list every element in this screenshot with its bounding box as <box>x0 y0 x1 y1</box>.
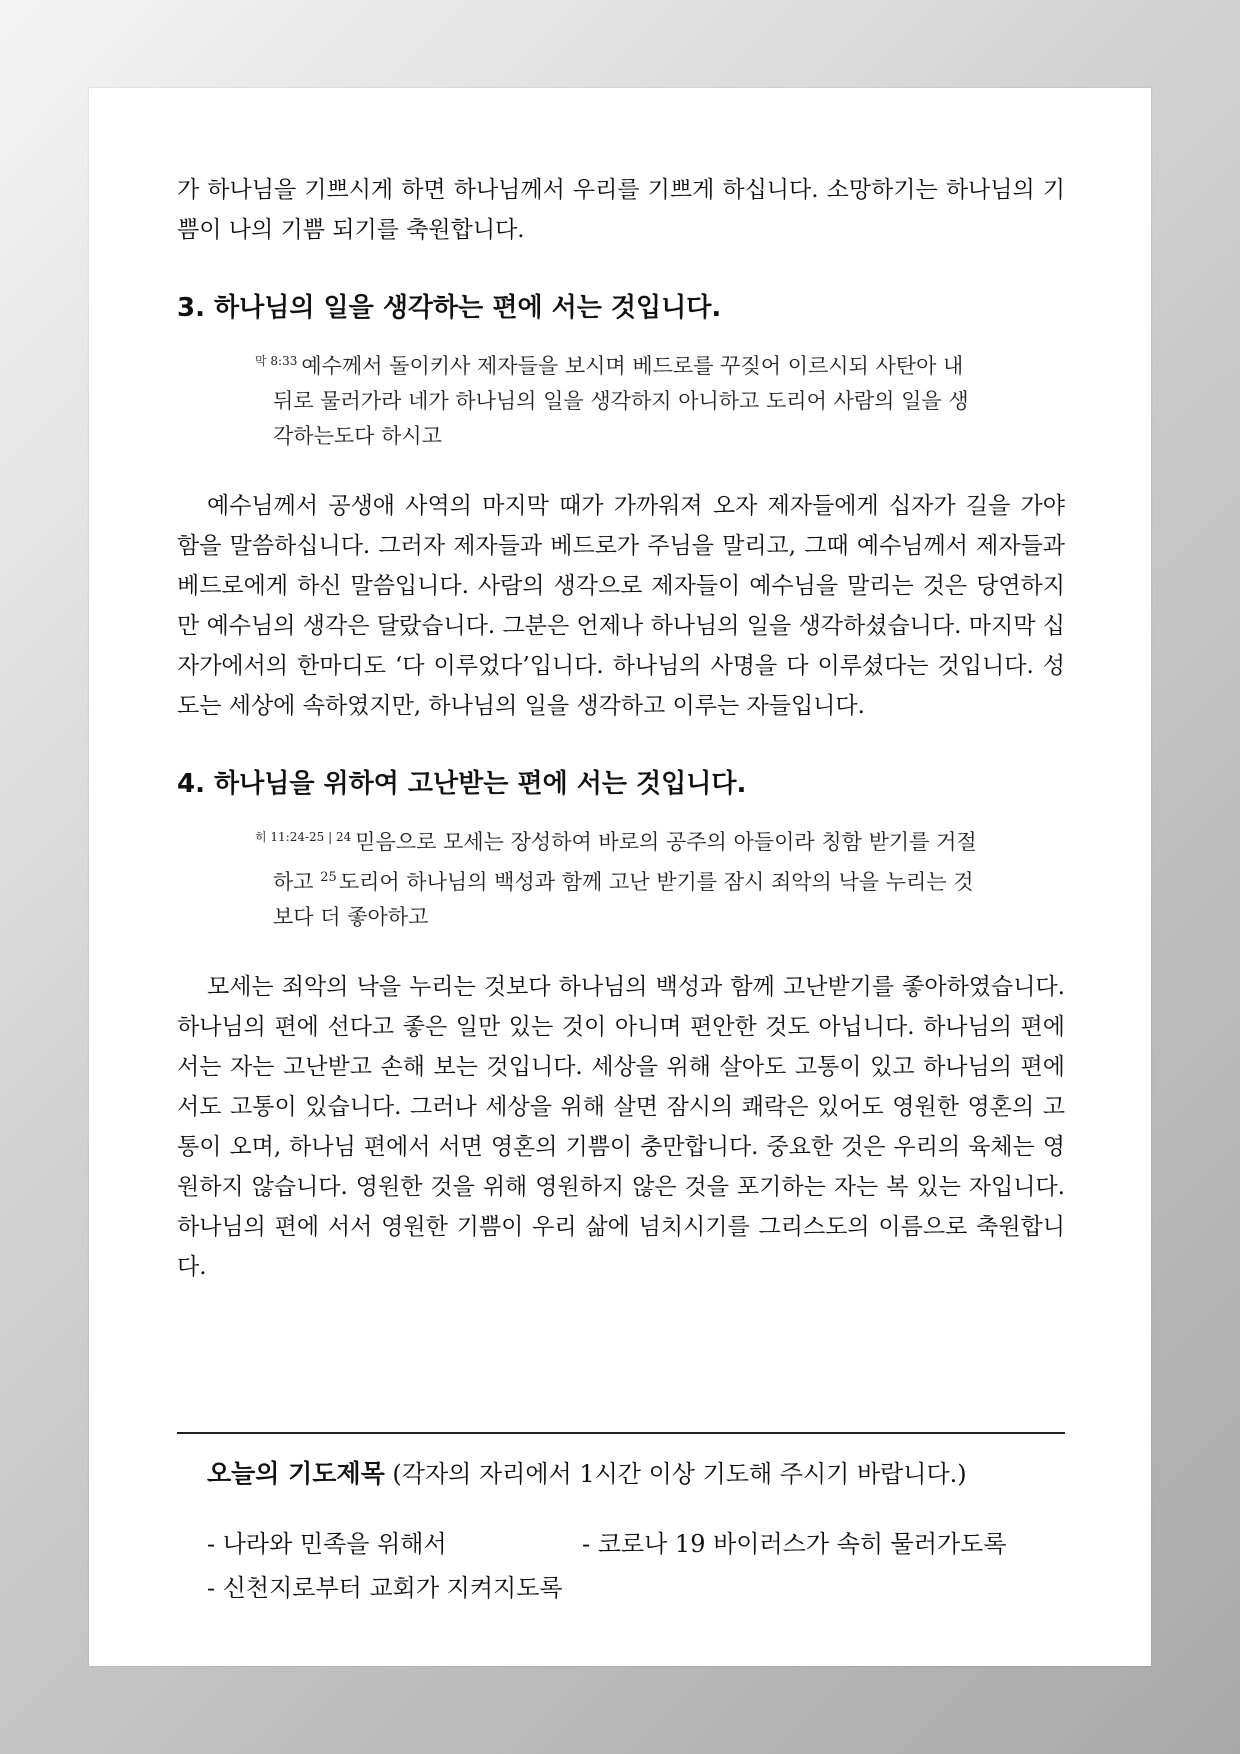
prayer-list <box>207 1526 1065 1606</box>
prayer-title: 오늘의 기도제목 <box>207 1459 385 1488</box>
section-4-body: 모세는 죄악의 낙을 누리는 것보다 하나님의 백성과 함께 고난받기를 좋아하였습니다. 하나님의 편에 선다고 좋은 일만 있는 것이 아니며 편안한 것도 아닙니다. 하나님의 편에 서는 자는 고난받고 손해 보는 것입니다. 세상을 위해 살아도 고통이 있고 하나님의 편에 서도 고통이 있습니다. 그러나 세상을 위해 살면 잠시의 쾌락은 있어도 영원한 영혼의 고통이 오며, 하나님 편에서 서면 영혼의 기쁨이 충만합니다. 중요한 것은 우리의 육체는 영원하지 않습니다. 영원한 것을 위해 영원하지 않은 것을 포기하는 자는 복 있는 자입니다. 하나님의 편에 서서 영원한 기쁨이 우리 삶에 넘치시기를 그리스도의 이름으로 축원합니다. <box>177 974 1065 1280</box>
prayer-title-line <box>207 1456 1065 1492</box>
verse-text-part-b: 도리어 하나님의 백성과 함께 고난 받기를 잠시 죄악의 낙을 누리는 것보다 더 좋아하고 <box>273 870 974 929</box>
document-content <box>177 170 1065 1287</box>
section-3-body: 예수님께서 공생애 사역의 마지막 때가 가까워져 오자 제자들에게 십자가 길을 가야 함을 말씀하십니다. 그러자 제자들과 베드로가 주님을 말리고, 그때 예수님께서 제자들과 베드로에게 하신 말씀입니다. 사람의 생각으로 제자들이 예수님을 말리는 것은 당연하지만 예수님의 생각은 달랐습니다. 그분은 언제나 하나님의 일을 생각하셨습니다. 마지막 십자가에서의 한마디도 ‘다 이루었다’입니다. 하나님의 사명을 다 이루셨다는 것입니다. 성도는 세상에 속하였지만, 하나님의 일을 생각하고 이루는 자들입니다. <box>177 493 1065 719</box>
verse-text-part-a: 믿음으로 모세는 장성하여 바로의 공주의 아들이라 칭함 받기를 거절하고 <box>273 830 977 894</box>
section-3-verse <box>255 344 987 454</box>
prayer-item: - 코로나 19 바이러스가 속히 물러가도록 <box>582 1530 1007 1558</box>
prayer-item: - 신천지로부터 교회가 지켜지도록 <box>207 1574 563 1602</box>
intro-paragraph: 가 하나님을 기쁘시게 하면 하나님께서 우리를 기쁘게 하십니다. 소망하기는 하나님의 기쁨이 나의 기쁨 되기를 축원합니다. <box>177 177 1065 243</box>
verse-number: 25 <box>320 870 337 885</box>
section-4-heading: 4. 하나님을 위하여 고난받는 편에 서는 것입니다. <box>177 769 747 799</box>
divider-line <box>177 1432 1065 1434</box>
verse-text: 예수께서 돌이키사 제자들을 보시며 베드로를 꾸짖어 이르시되 사탄아 내 뒤로 물러가라 네가 하나님의 일을 생각하지 아니하고 도리어 사람의 일을 생각하는도다 하시고 <box>273 354 969 448</box>
verse-reference: 막 8:33 <box>255 354 298 368</box>
prayer-section <box>207 1456 1065 1606</box>
section-3-heading: 3. 하나님의 일을 생각하는 편에 서는 것입니다. <box>177 293 722 323</box>
prayer-item: - 나라와 민족을 위해서 <box>207 1530 447 1558</box>
document-page <box>89 88 1151 1666</box>
prayer-note: (각자의 자리에서 1시간 이상 기도해 주시기 바랍니다.) <box>392 1460 967 1488</box>
section-4-verse <box>255 820 987 935</box>
verse-reference: 히 11:24-25 | 24 <box>255 830 352 844</box>
